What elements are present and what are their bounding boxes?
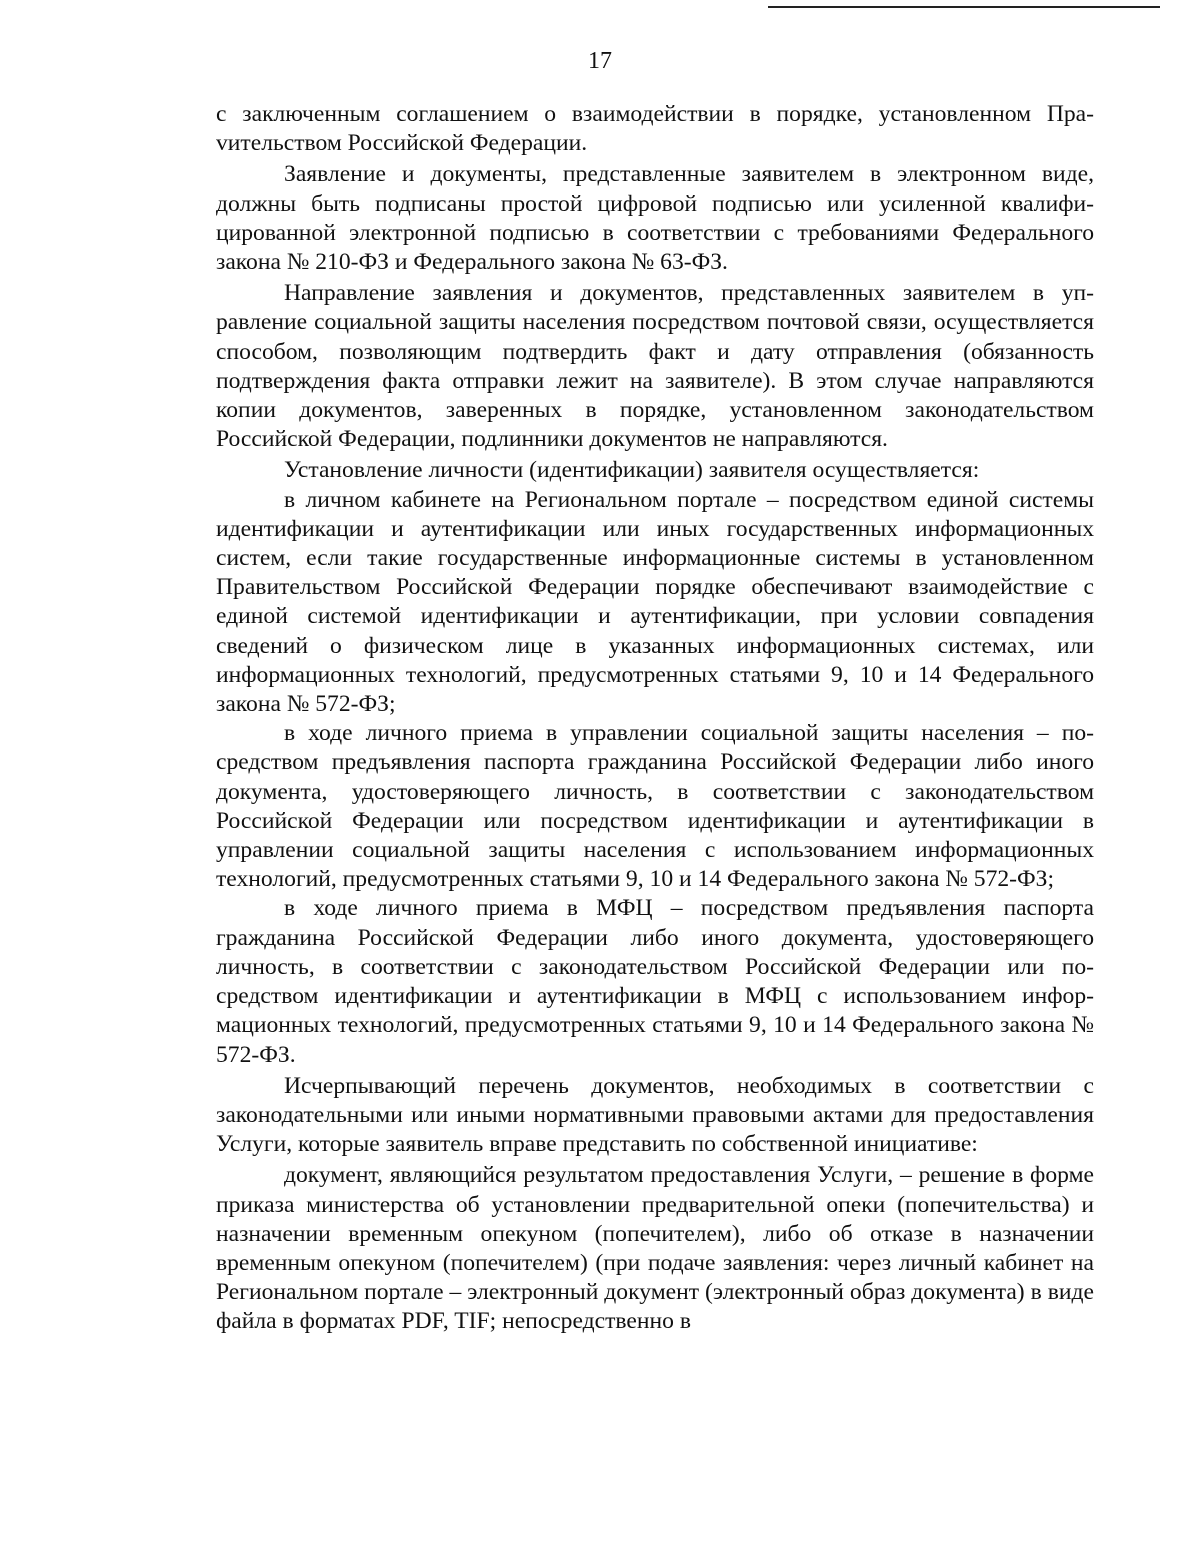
paragraph: Направление заявления и документов, представленных заявителем в управление социальной защиты населения посредством почтовой связи, осуществляется способом, позволяющим подтвердить факт и дату отправления (обязанность подтверждения факта отправки лежит на заявителе). В этом случае направляются копии документов, заверенных в порядке, установленном законодательством Российской Федерации, подлинники документов не направляются. (216, 280, 1094, 453)
paragraph: Установление личности (идентификации) заявителя осуществляется: (284, 457, 980, 484)
paragraph-continuation: с заключенным соглашением о взаимодействии в порядке, установленном Праvительством Российской Федерации. (216, 101, 1094, 157)
header-rule (768, 6, 1160, 8)
list-paragraph: в ходе личного приема в МФЦ – посредством предъявления паспорта гражданина Российской Федерации либо иного документа, удостоверяющего личность, в соответствии с законодательством Российской Федерации или посредством идентификации и аутентификации в МФЦ с использованием информационных технологий, предусмотренных статьями 9, 10 и 14 Федерального закона № 572-ФЗ. (216, 895, 1094, 1068)
list-paragraph: в ходе личного приема в управлении социальной защиты населения – посредством предъявления паспорта гражданина Российской Федерации либо иного документа, удостоверяющего личность, в соответствии с законодательством Российской Федерации или посредством идентификации и аутентификации в управлении социальной защиты населения с использованием информационных технологий, предусмотренных статьями 9, 10 и 14 Федерального закона № 572-ФЗ; (216, 720, 1094, 893)
paragraph: документ, являющийся результатом предоставления Услуги, – решение в форме приказа министерства об установлении предварительной опеки (попечительства) и назначении временным опекуном (попечителем), либо об отказе в назначении временным опекуном (попечителем) (при подаче заявления: через личный кабинет на Региональном портале – электронный документ (электронный образ документа) в виде файла в форматах PDF, TIF; непосредственно в (216, 1162, 1094, 1335)
page-number: 17 (588, 48, 612, 74)
paragraph: Исчерпывающий перечень документов, необходимых в соответствии с законодательными или иными нормативными правовыми актами для предоставления Услуги, которые заявитель вправе представить по собственной инициативе: (216, 1072, 1094, 1158)
list-paragraph: в личном кабинете на Региональном портале – посредством единой системы идентификации и аутентификации или иных государственных информационных систем, если такие государственные информационные системы в установленном Правительством Российской Федерации порядке обеспечивают взаимодействие с единой системой идентификации и аутентификации, при условии совпадения сведений о физическом лице в указанных информационных системах, или информационных технологий, предусмотренных статьями 9, 10 и 14 Федерального закона № 572-ФЗ; (216, 486, 1094, 718)
document-body (216, 100, 1094, 1337)
paragraph: Заявление и документы, представленные заявителем в электронном виде, должны быть подписаны простой цифровой подписью или усиленной квалифицированной электронной подписью в соответствии с требованиями Федерального закона № 210-ФЗ и Федерального закона № 63-ФЗ. (216, 161, 1094, 276)
